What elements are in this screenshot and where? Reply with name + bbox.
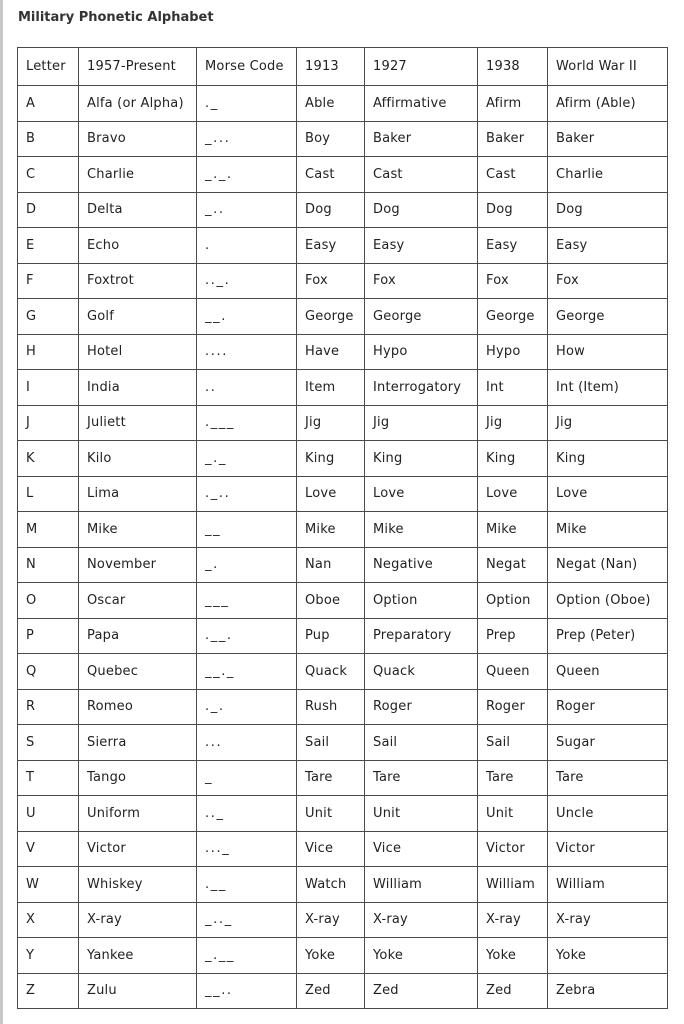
1913-cell: Unit <box>297 796 365 832</box>
1927-cell: Zed <box>365 973 478 1009</box>
column-header-1913: 1913 <box>297 48 365 86</box>
letter-cell: F <box>18 263 79 299</box>
1938-cell: X-ray <box>478 902 548 938</box>
1938-cell: Negat <box>478 547 548 583</box>
1938-cell: Love <box>478 476 548 512</box>
world-war-ii-cell: King <box>548 441 668 477</box>
1927-cell: Jig <box>365 405 478 441</box>
letter-cell: R <box>18 689 79 725</box>
morse-code-cell: ___ <box>197 583 297 619</box>
world-war-ii-cell: Roger <box>548 689 668 725</box>
1938-cell: Unit <box>478 796 548 832</box>
page-left-border <box>0 0 3 1024</box>
1957-present-cell: Zulu <box>79 973 197 1009</box>
letter-cell: T <box>18 760 79 796</box>
morse-code-cell: __ <box>197 512 297 548</box>
1938-cell: Jig <box>478 405 548 441</box>
1913-cell: Yoke <box>297 938 365 974</box>
1957-present-cell: Romeo <box>79 689 197 725</box>
morse-code-cell: _ <box>197 760 297 796</box>
1938-cell: Roger <box>478 689 548 725</box>
morse-code-cell: ._. <box>197 689 297 725</box>
world-war-ii-cell: Charlie <box>548 157 668 193</box>
letter-cell: Y <box>18 938 79 974</box>
world-war-ii-cell: George <box>548 299 668 335</box>
table-header <box>18 48 668 86</box>
table-row <box>18 725 668 761</box>
world-war-ii-cell: William <box>548 867 668 903</box>
column-header-1957-present: 1957-Present <box>79 48 197 86</box>
1938-cell: Victor <box>478 831 548 867</box>
1957-present-cell: Lima <box>79 476 197 512</box>
1927-cell: Dog <box>365 192 478 228</box>
world-war-ii-cell: X-ray <box>548 902 668 938</box>
1913-cell: Mike <box>297 512 365 548</box>
1913-cell: Vice <box>297 831 365 867</box>
1957-present-cell: Papa <box>79 618 197 654</box>
1927-cell: X-ray <box>365 902 478 938</box>
page-title: Military Phonetic Alphabet <box>18 10 214 25</box>
morse-code-cell: .... <box>197 334 297 370</box>
morse-code-cell: .. <box>197 370 297 406</box>
1913-cell: Rush <box>297 689 365 725</box>
morse-code-cell: .__. <box>197 618 297 654</box>
1927-cell: Preparatory <box>365 618 478 654</box>
1957-present-cell: Oscar <box>79 583 197 619</box>
table-row <box>18 654 668 690</box>
1938-cell: Prep <box>478 618 548 654</box>
column-header-1927: 1927 <box>365 48 478 86</box>
morse-code-cell: _.._ <box>197 902 297 938</box>
1927-cell: Vice <box>365 831 478 867</box>
1938-cell: Dog <box>478 192 548 228</box>
1957-present-cell: Victor <box>79 831 197 867</box>
1957-present-cell: Sierra <box>79 725 197 761</box>
table-row <box>18 157 668 193</box>
1927-cell: Quack <box>365 654 478 690</box>
1927-cell: Unit <box>365 796 478 832</box>
1927-cell: Mike <box>365 512 478 548</box>
1913-cell: Jig <box>297 405 365 441</box>
1927-cell: Love <box>365 476 478 512</box>
1927-cell: Fox <box>365 263 478 299</box>
letter-cell: O <box>18 583 79 619</box>
1913-cell: Able <box>297 86 365 122</box>
letter-cell: L <box>18 476 79 512</box>
table-row <box>18 228 668 264</box>
letter-cell: G <box>18 299 79 335</box>
world-war-ii-cell: Int (Item) <box>548 370 668 406</box>
letter-cell: S <box>18 725 79 761</box>
letter-cell: C <box>18 157 79 193</box>
world-war-ii-cell: Option (Oboe) <box>548 583 668 619</box>
1957-present-cell: Whiskey <box>79 867 197 903</box>
1938-cell: William <box>478 867 548 903</box>
1927-cell: Sail <box>365 725 478 761</box>
letter-cell: X <box>18 902 79 938</box>
1913-cell: Tare <box>297 760 365 796</box>
phonetic-alphabet-table <box>17 47 668 1009</box>
1913-cell: Boy <box>297 121 365 157</box>
world-war-ii-cell: Yoke <box>548 938 668 974</box>
1913-cell: Sail <box>297 725 365 761</box>
table-row <box>18 121 668 157</box>
world-war-ii-cell: Uncle <box>548 796 668 832</box>
1938-cell: Zed <box>478 973 548 1009</box>
1913-cell: Cast <box>297 157 365 193</box>
letter-cell: A <box>18 86 79 122</box>
world-war-ii-cell: Zebra <box>548 973 668 1009</box>
1938-cell: Hypo <box>478 334 548 370</box>
table-row <box>18 938 668 974</box>
morse-code-cell: __. <box>197 299 297 335</box>
1957-present-cell: Mike <box>79 512 197 548</box>
1957-present-cell: X-ray <box>79 902 197 938</box>
1957-present-cell: Charlie <box>79 157 197 193</box>
letter-cell: B <box>18 121 79 157</box>
1927-cell: Interrogatory <box>365 370 478 406</box>
morse-code-cell: .__ <box>197 867 297 903</box>
world-war-ii-cell: Love <box>548 476 668 512</box>
table-row <box>18 192 668 228</box>
table-row <box>18 441 668 477</box>
table-row <box>18 263 668 299</box>
world-war-ii-cell: Victor <box>548 831 668 867</box>
column-header-morse-code: Morse Code <box>197 48 297 86</box>
morse-code-cell: _._. <box>197 157 297 193</box>
1913-cell: Nan <box>297 547 365 583</box>
1927-cell: Tare <box>365 760 478 796</box>
table-row <box>18 547 668 583</box>
1927-cell: Yoke <box>365 938 478 974</box>
1938-cell: Easy <box>478 228 548 264</box>
1938-cell: Int <box>478 370 548 406</box>
letter-cell: K <box>18 441 79 477</box>
1957-present-cell: Tango <box>79 760 197 796</box>
world-war-ii-cell: Fox <box>548 263 668 299</box>
letter-cell: M <box>18 512 79 548</box>
1938-cell: Sail <box>478 725 548 761</box>
1938-cell: Fox <box>478 263 548 299</box>
table-row <box>18 334 668 370</box>
morse-code-cell: _.__ <box>197 938 297 974</box>
1927-cell: Baker <box>365 121 478 157</box>
letter-cell: Q <box>18 654 79 690</box>
letter-cell: P <box>18 618 79 654</box>
1938-cell: Afirm <box>478 86 548 122</box>
letter-cell: J <box>18 405 79 441</box>
letter-cell: E <box>18 228 79 264</box>
1913-cell: X-ray <box>297 902 365 938</box>
world-war-ii-cell: Afirm (Able) <box>548 86 668 122</box>
1927-cell: Easy <box>365 228 478 264</box>
1957-present-cell: Golf <box>79 299 197 335</box>
1938-cell: Cast <box>478 157 548 193</box>
morse-code-cell: ... <box>197 725 297 761</box>
table-row <box>18 618 668 654</box>
1927-cell: Affirmative <box>365 86 478 122</box>
1957-present-cell: Delta <box>79 192 197 228</box>
letter-cell: H <box>18 334 79 370</box>
letter-cell: N <box>18 547 79 583</box>
1957-present-cell: Hotel <box>79 334 197 370</box>
1957-present-cell: Uniform <box>79 796 197 832</box>
letter-cell: V <box>18 831 79 867</box>
morse-code-cell: .._. <box>197 263 297 299</box>
world-war-ii-cell: Dog <box>548 192 668 228</box>
letter-cell: Z <box>18 973 79 1009</box>
table-row <box>18 831 668 867</box>
1938-cell: Option <box>478 583 548 619</box>
morse-code-cell: __._ <box>197 654 297 690</box>
1913-cell: Have <box>297 334 365 370</box>
table-row <box>18 973 668 1009</box>
table-row <box>18 902 668 938</box>
column-header-letter: Letter <box>18 48 79 86</box>
morse-code-cell: .___ <box>197 405 297 441</box>
1938-cell: Mike <box>478 512 548 548</box>
1913-cell: Quack <box>297 654 365 690</box>
1913-cell: Zed <box>297 973 365 1009</box>
table-row <box>18 299 668 335</box>
1913-cell: Pup <box>297 618 365 654</box>
morse-code-cell: _.. <box>197 192 297 228</box>
world-war-ii-cell: How <box>548 334 668 370</box>
1913-cell: Oboe <box>297 583 365 619</box>
world-war-ii-cell: Mike <box>548 512 668 548</box>
1938-cell: Baker <box>478 121 548 157</box>
1913-cell: Easy <box>297 228 365 264</box>
1927-cell: Hypo <box>365 334 478 370</box>
morse-code-cell: __.. <box>197 973 297 1009</box>
header-row <box>18 48 668 86</box>
1913-cell: George <box>297 299 365 335</box>
column-header-1938: 1938 <box>478 48 548 86</box>
1927-cell: Option <box>365 583 478 619</box>
morse-code-cell: ._ <box>197 86 297 122</box>
1927-cell: Cast <box>365 157 478 193</box>
table-row <box>18 370 668 406</box>
1957-present-cell: Bravo <box>79 121 197 157</box>
morse-code-cell: .._ <box>197 796 297 832</box>
world-war-ii-cell: Baker <box>548 121 668 157</box>
1913-cell: Fox <box>297 263 365 299</box>
letter-cell: D <box>18 192 79 228</box>
1927-cell: William <box>365 867 478 903</box>
1938-cell: Tare <box>478 760 548 796</box>
1927-cell: King <box>365 441 478 477</box>
1927-cell: George <box>365 299 478 335</box>
world-war-ii-cell: Queen <box>548 654 668 690</box>
letter-cell: I <box>18 370 79 406</box>
1913-cell: King <box>297 441 365 477</box>
morse-code-cell: _. <box>197 547 297 583</box>
1957-present-cell: Echo <box>79 228 197 264</box>
table-row <box>18 476 668 512</box>
table-row <box>18 405 668 441</box>
table-row <box>18 86 668 122</box>
morse-code-cell: _... <box>197 121 297 157</box>
1957-present-cell: Yankee <box>79 938 197 974</box>
table-body <box>18 86 668 1009</box>
1927-cell: Roger <box>365 689 478 725</box>
table-row <box>18 867 668 903</box>
1957-present-cell: Juliett <box>79 405 197 441</box>
morse-code-cell: ._.. <box>197 476 297 512</box>
1957-present-cell: Alfa (or Alpha) <box>79 86 197 122</box>
table-row <box>18 689 668 725</box>
column-header-world-war-ii: World War II <box>548 48 668 86</box>
letter-cell: U <box>18 796 79 832</box>
table-row <box>18 583 668 619</box>
1913-cell: Dog <box>297 192 365 228</box>
1938-cell: George <box>478 299 548 335</box>
world-war-ii-cell: Tare <box>548 760 668 796</box>
1957-present-cell: Kilo <box>79 441 197 477</box>
1913-cell: Love <box>297 476 365 512</box>
1927-cell: Negative <box>365 547 478 583</box>
world-war-ii-cell: Negat (Nan) <box>548 547 668 583</box>
world-war-ii-cell: Sugar <box>548 725 668 761</box>
1913-cell: Item <box>297 370 365 406</box>
1913-cell: Watch <box>297 867 365 903</box>
letter-cell: W <box>18 867 79 903</box>
1938-cell: Yoke <box>478 938 548 974</box>
morse-code-cell: ..._ <box>197 831 297 867</box>
morse-code-cell: . <box>197 228 297 264</box>
world-war-ii-cell: Jig <box>548 405 668 441</box>
world-war-ii-cell: Prep (Peter) <box>548 618 668 654</box>
1957-present-cell: India <box>79 370 197 406</box>
1938-cell: King <box>478 441 548 477</box>
1938-cell: Queen <box>478 654 548 690</box>
world-war-ii-cell: Easy <box>548 228 668 264</box>
1957-present-cell: November <box>79 547 197 583</box>
1957-present-cell: Foxtrot <box>79 263 197 299</box>
table-row <box>18 512 668 548</box>
1957-present-cell: Quebec <box>79 654 197 690</box>
morse-code-cell: _._ <box>197 441 297 477</box>
table-row <box>18 760 668 796</box>
table-row <box>18 796 668 832</box>
